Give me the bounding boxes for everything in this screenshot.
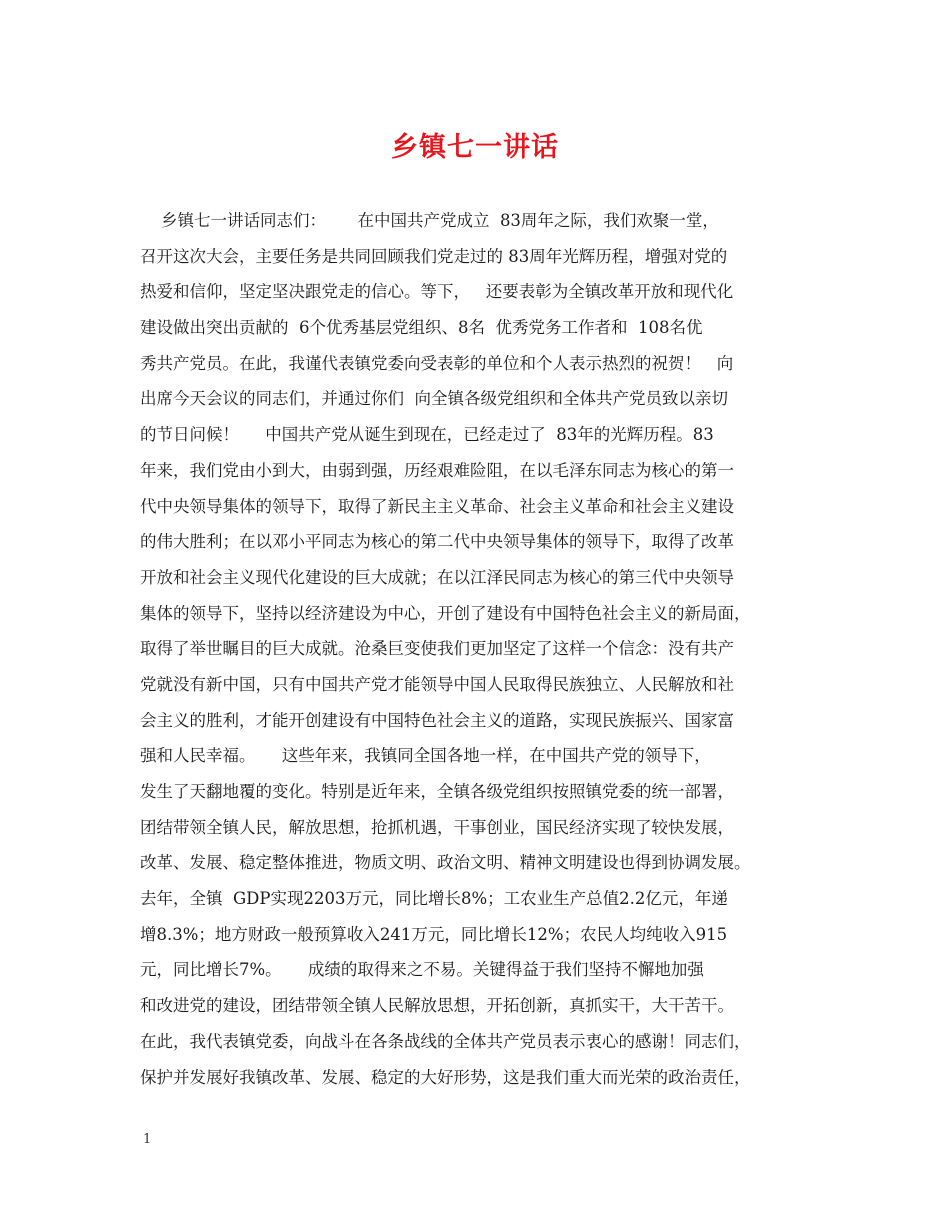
body-text-line: 去年，全镇 GDP实现2203万元，同比增长8%；工农业生产总值2.2亿元，年递 [140, 889, 728, 909]
body-text-line: 改革、发展、稳定整体推进，物质文明、政治文明、精神文明建设也得到协调发展。 [140, 853, 751, 873]
document-title: 乡镇七一讲话 [391, 132, 559, 163]
body-text-line: 热爱和信仰，坚定坚决跟党走的信心。等下， 还要表彰为全镇改革开放和现代化 [140, 282, 734, 302]
body-text-line: 集体的领导下，坚持以经济建设为中心，开创了建设有中国特色社会主义的新局面， [140, 603, 751, 623]
body-text-line: 代中央领导集体的领导下，取得了新民主主义革命、社会主义革命和社会主义建设 [140, 496, 734, 516]
body-text-line: 保护并发展好我镇改革、发展、稳定的大好形势，这是我们重大而光荣的政治责任， [140, 1067, 751, 1087]
body-text-line: 和改进党的建设，团结带领全镇人民解放思想，开拓创新，真抓实干，大干苦干。 [140, 996, 734, 1016]
body-text-line: 的伟大胜利；在以邓小平同志为核心的第二代中央领导集体的领导下，取得了改革 [140, 532, 734, 552]
body-text-line: 召开这次大会，主要任务是共同回顾我们党走过的 83周年光辉历程，增强对党的 [140, 246, 728, 266]
body-text-line: 乡镇七一讲话同志们： 在中国共产党成立 83周年之际，我们欢聚一堂， [140, 211, 719, 230]
page-number: 1 [143, 1132, 152, 1147]
body-text-line: 强和人民幸福。 这些年来，我镇同全国各地一样，在中国共产党的领导下， [140, 746, 711, 766]
body-text-line: 的节日问候！ 中国共产党从诞生到现在，已经走过了 83年的光辉历程。83 [140, 425, 714, 445]
body-text-line: 开放和社会主义现代化建设的巨大成就；在以江泽民同志为核心的第三代中央领导 [140, 567, 734, 587]
document-body [140, 203, 825, 1095]
body-text-line: 建设做出突出贡献的 6个优秀基层党组织、8名 优秀党务工作者和 108名优 [140, 318, 703, 338]
body-text-line: 元，同比增长7%。 成绩的取得来之不易。关键得益于我们坚持不懈地加强 [140, 960, 704, 980]
body-text-line: 团结带领全镇人民，解放思想，抢抓机遇，干事创业，国民经济实现了较快发展， [140, 817, 734, 837]
body-text-line: 党就没有新中国，只有中国共产党才能领导中国人民取得民族独立、人民解放和社 [140, 674, 734, 694]
body-text-line: 出席今天会议的同志们，并通过你们 向全镇各级党组织和全体共产党员致以亲切 [140, 389, 728, 409]
body-text-line: 取得了举世瞩目的巨大成就。沧桑巨变使我们更加坚定了这样一个信念：没有共产 [140, 639, 734, 659]
body-text-line: 年来，我们党由小到大，由弱到强，历经艰难险阻，在以毛泽东同志为核心的第一 [140, 460, 734, 480]
body-text-line: 发生了天翻地覆的变化。特别是近年来，全镇各级党组织按照镇党委的统一部署， [140, 782, 734, 801]
body-text-line: 会主义的胜利，才能开创建设有中国特色社会主义的道路，实现民族振兴、国家富 [140, 710, 734, 730]
body-text-line: 秀共产党员。在此，我谨代表镇党委向受表彰的单位和个人表示热烈的祝贺！ 向 [140, 353, 734, 373]
body-text-line: 增8.3%；地方财政一般预算收入241万元，同比增长12%；农民人均纯收入915 [140, 924, 728, 944]
body-text-line: 在此，我代表镇党委，向战斗在各条战线的全体共产党员表示衷心的感谢！同志们， [140, 1031, 751, 1051]
